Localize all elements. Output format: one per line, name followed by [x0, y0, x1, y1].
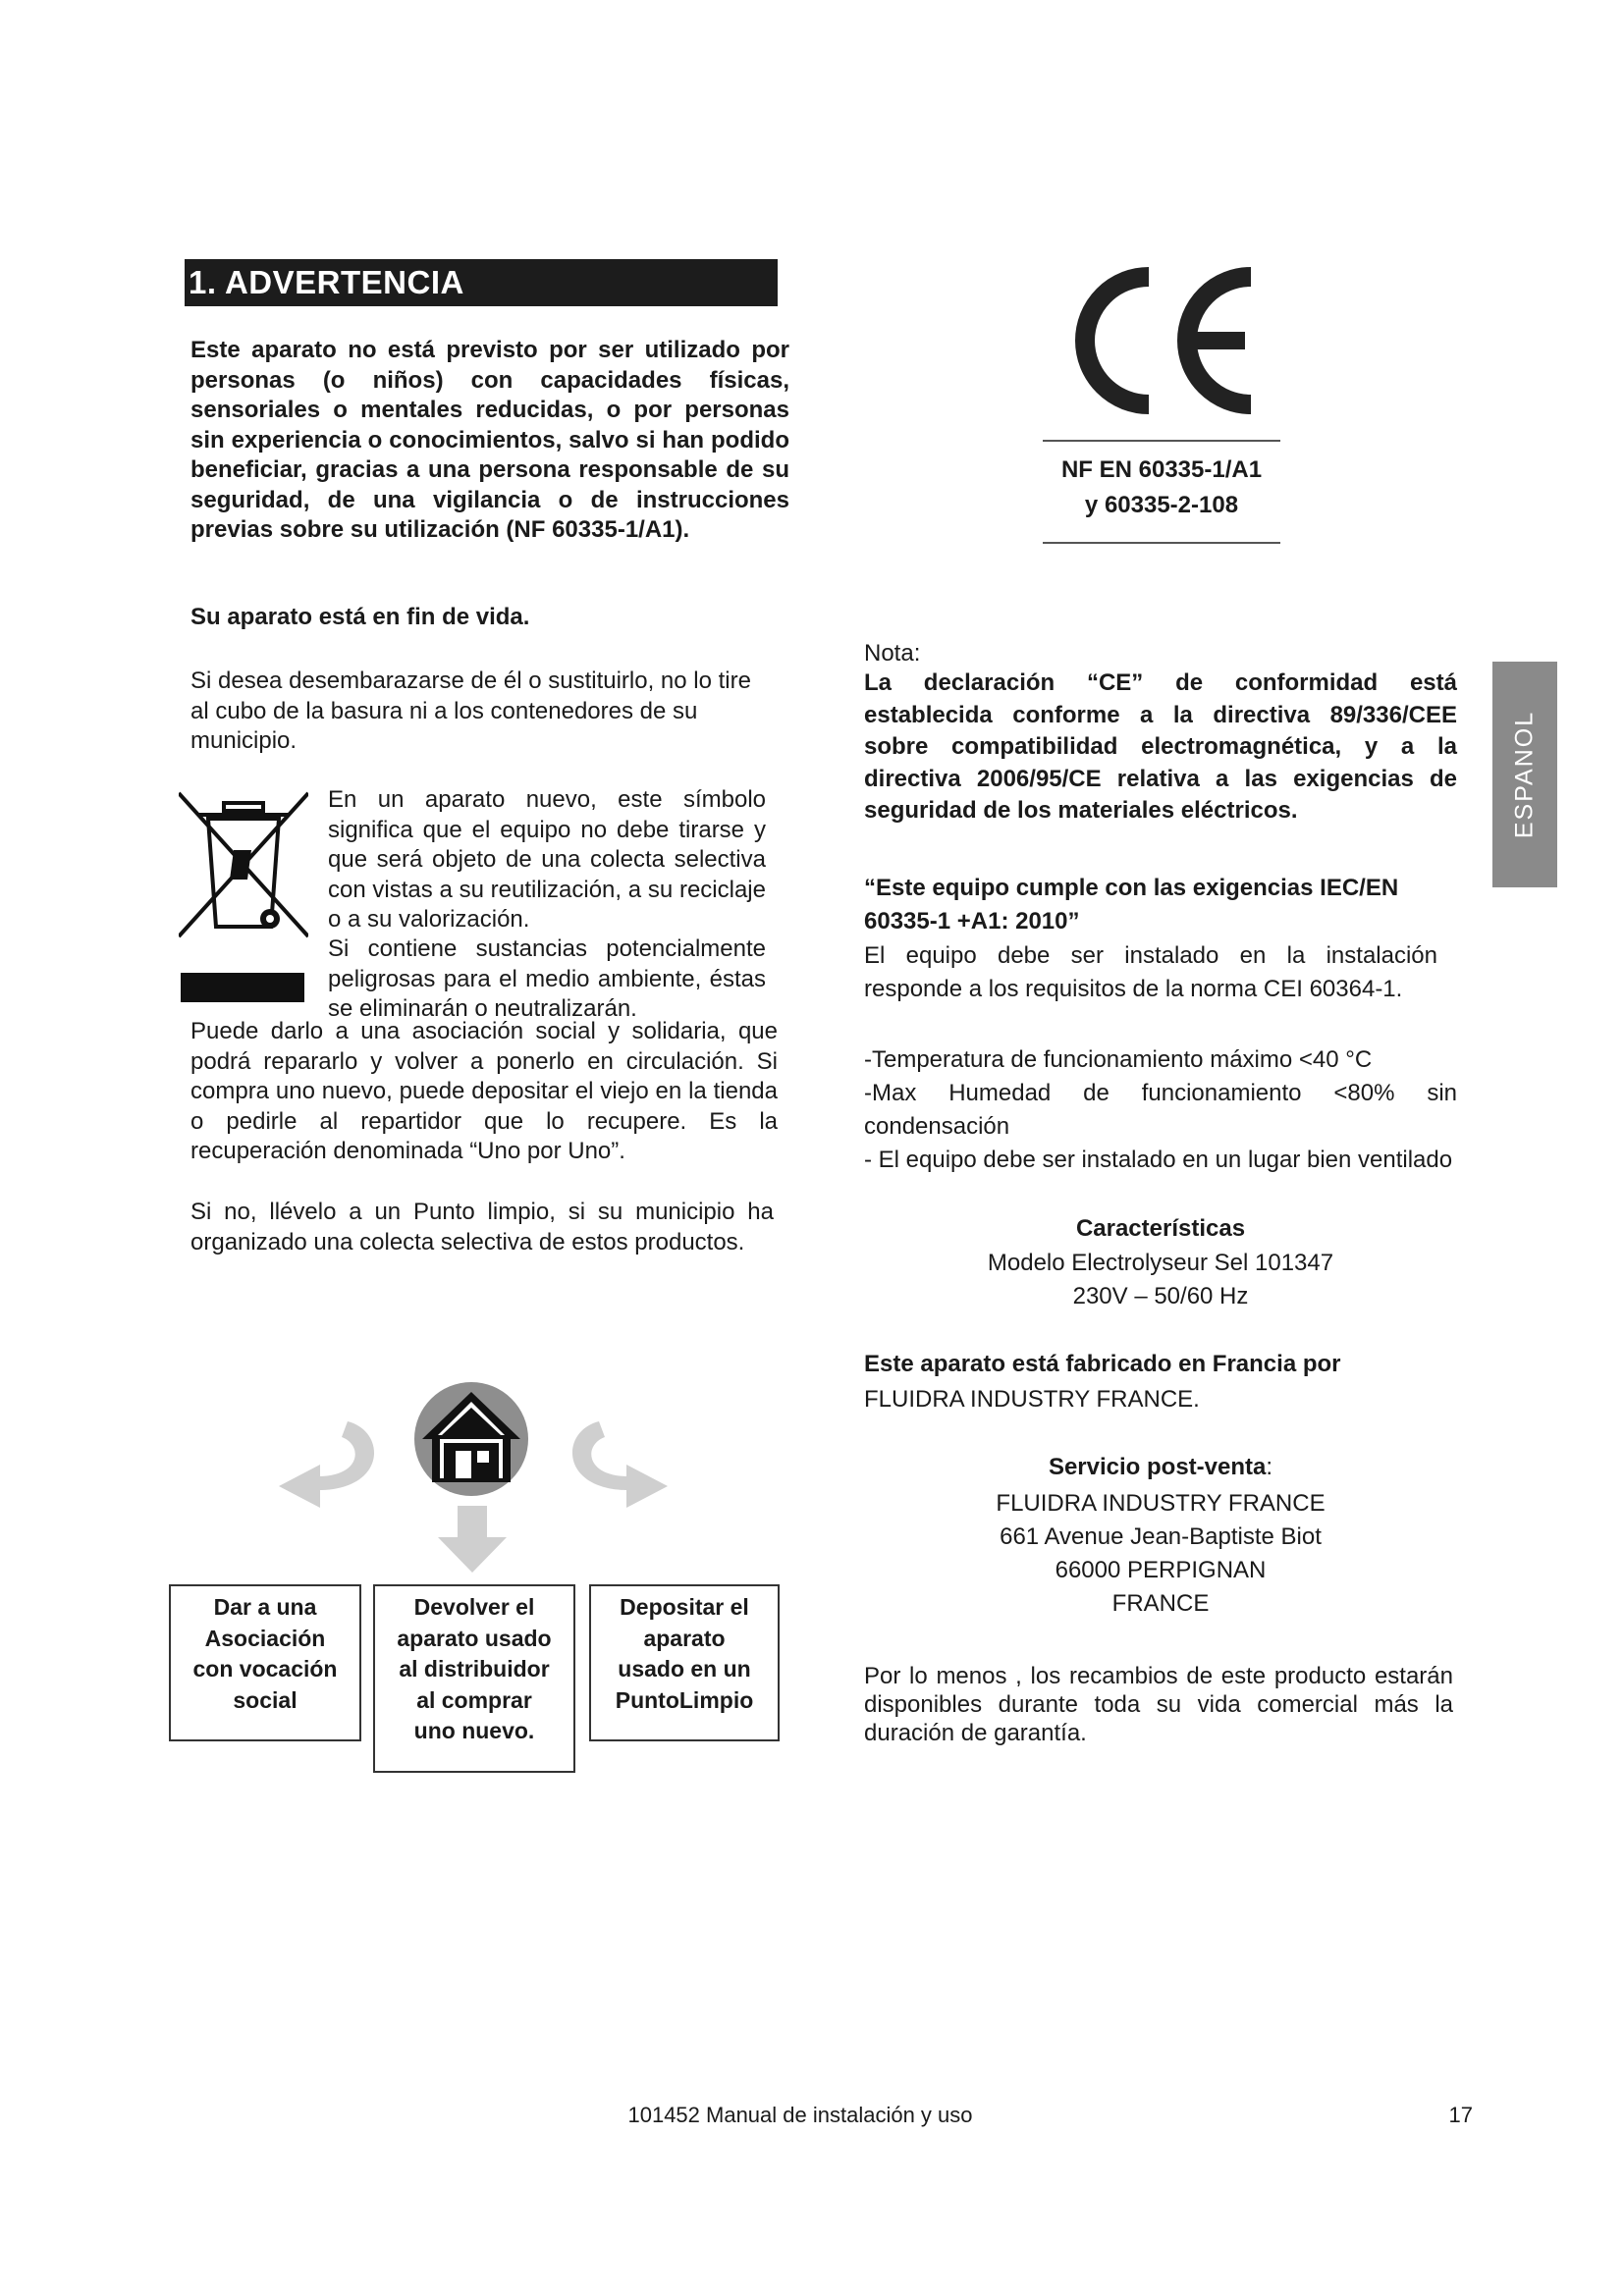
standards-bottom-rule	[1043, 542, 1280, 544]
end-of-life-heading: Su aparato está en fin de vida.	[190, 604, 530, 630]
ventilation-line: - El equipo debe ser instalado en un lugar bien ventilado	[864, 1147, 1453, 1173]
note-label: Nota:	[864, 640, 921, 667]
hazard-paragraph: Si contiene sustancias potencialmente peligrosas para el medio ambiente, éstas se eliminarán o neutralizarán.	[328, 935, 766, 1022]
left-curved-arrow-icon	[279, 1421, 374, 1508]
ce-mark-logo	[1058, 259, 1265, 416]
black-bar-marker	[181, 973, 304, 1002]
iec-compliance-heading: “Este equipo cumple con las exigencias IEC/EN 60335-1 +A1: 2010”	[864, 875, 1399, 934]
humidity-line: -Max Humedad de funcionamiento <80% sin condensación	[864, 1080, 1457, 1140]
recycling-options-illustration	[249, 1382, 721, 1578]
give-paragraph: Puede darlo a una asociación social y solidaria, que podrá repararlo y volver a ponerlo en circulación. Si compra uno nuevo, puede depositar el viejo en la tienda o pedirle al repartidor que lo recupere. Es la recuperación denominada “Uno por Uno”.	[190, 1018, 778, 1164]
right-curved-arrow-icon	[572, 1421, 668, 1508]
crossed-bin-icon	[179, 789, 308, 946]
language-side-tab: ESPANOL	[1492, 662, 1557, 887]
service-heading: Servicio post-venta:	[1048, 1454, 1273, 1480]
symbol-paragraph: En un aparato nuevo, este símbolo significa que el equipo no debe tirarse y que será objeto de una colecta selectiva con vistas a su reutilización, a su reciclaje o a su valorización.	[328, 786, 766, 933]
warning-paragraph: Este aparato no está previsto por ser utilizado por personas (o niños) con capacidades físicas, sensoriales o mentales reducidas, o por personas sin experiencia o conocimientos, salvo si han podido beneficiar, gracias a una persona responsable de su seguridad, de una vigilancia o de instrucciones previas sobre su utilización (NF 60335-1/A1).	[190, 337, 789, 543]
standard-line-2: y 60335-2-108	[1084, 492, 1239, 518]
option-box-association: Dar a una Asociación con vocación social	[169, 1584, 361, 1741]
spare-parts-paragraph: Por lo menos , los recambios de este producto estarán disponibles durante toda su vida comercial más la duración de garantía.	[864, 1663, 1453, 1746]
ce-declaration: La declaración “CE” de conformidad está establecida conforme a la directiva 89/336/CEE sobre compatibilidad electromagnética, y a la directiva 2006/95/CE relativa a las exigencias de seguridad de los materiales eléctricos.	[864, 669, 1457, 824]
installation-paragraph: El equipo debe ser instalado en la instalación responde a los requisitos de la norma CEI 60364-1.	[864, 942, 1437, 1002]
option-box-distributor: Devolver el aparato usado al distribuidor al comprar uno nuevo.	[373, 1584, 575, 1773]
service-address: FLUIDRA INDUSTRY FRANCE 661 Avenue Jean-Baptiste Biot 66000 PERPIGNAN FRANCE	[996, 1490, 1326, 1617]
manufacturer-name: FLUIDRA INDUSTRY FRANCE.	[864, 1386, 1200, 1413]
model-line: Modelo Electrolyseur Sel 101347	[987, 1250, 1334, 1276]
section-heading: 1. ADVERTENCIA	[185, 259, 778, 306]
footer-manual-title: 101452 Manual de instalación y uso	[627, 2103, 973, 2127]
manufactured-heading: Este aparato está fabricado en Francia por	[864, 1351, 1341, 1377]
dispose-paragraph: Si desea desembarazarse de él o sustituirlo, no lo tire al cubo de la basura ni a los contenedores de su municipio.	[190, 667, 751, 754]
standards-top-rule	[1043, 440, 1280, 442]
characteristics-heading: Características	[1075, 1215, 1246, 1242]
recycle-paragraph: Si no, llévelo a un Punto limpio, si su municipio ha organizado una colecta selectiva de estos productos.	[190, 1199, 774, 1255]
option-box-punto-limpio: Depositar el aparato usado en un PuntoLimpio	[589, 1584, 780, 1741]
temperature-line: -Temperatura de funcionamiento máximo <40 °C	[864, 1046, 1373, 1073]
standard-line-1: NF EN 60335-1/A1	[1060, 456, 1263, 483]
down-arrow-icon	[438, 1506, 507, 1573]
voltage-line: 230V – 50/60 Hz	[1072, 1283, 1249, 1309]
page-number: 17	[1448, 2103, 1473, 2127]
